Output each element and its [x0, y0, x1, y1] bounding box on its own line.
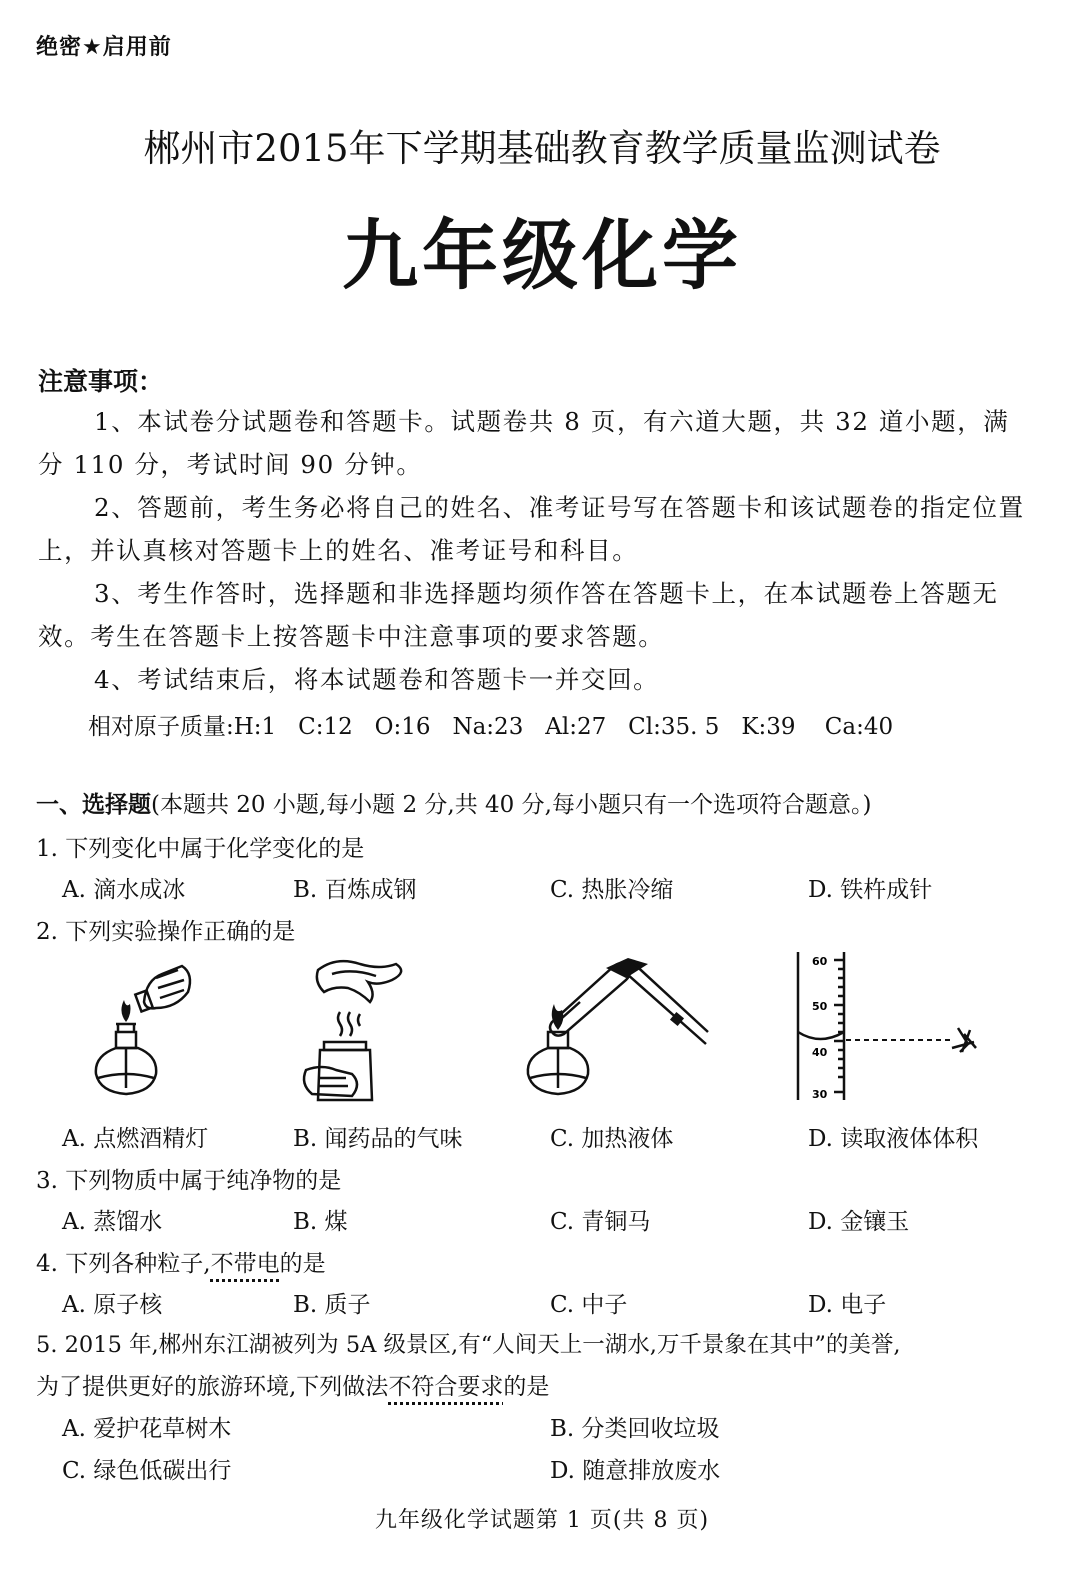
- figure-heating-liquid: [522, 952, 712, 1104]
- q1-option-d: D. 铁杵成针: [808, 877, 933, 903]
- question-4-stem: [36, 1245, 326, 1278]
- exam-title: 郴州市2015年下学期基础教育教学质量监测试卷: [143, 127, 941, 170]
- q5-option-a: A. 爱护花草树木: [62, 1416, 232, 1442]
- q3-option-a: A. 蒸馏水: [62, 1209, 163, 1235]
- q5-option-d: D. 随意排放废水: [550, 1458, 721, 1484]
- cylinder-tick-50: 50: [812, 1000, 828, 1013]
- figure-smelling-chemical: [296, 952, 416, 1104]
- page-footer: 九年级化学试题第 1 页(共 8 页): [374, 1508, 710, 1533]
- q2-option-b: B. 闻药品的气味: [293, 1126, 463, 1152]
- q4-option-a: A. 原子核: [62, 1292, 163, 1318]
- note-item-3: 3、考生作答时，选择题和非选择题均须作答在答题卡上，在本试题卷上答题无效。考生在答题卡上按答题卡中注意事项的要求答题。: [38, 579, 999, 651]
- q1-option-c: C. 热胀冷缩: [550, 877, 674, 903]
- notes-heading: 注意事项：: [38, 367, 164, 396]
- q2-option-c: C. 加热液体: [550, 1126, 674, 1152]
- cylinder-tick-60: 60: [812, 955, 828, 968]
- q1-option-b: B. 百炼成钢: [293, 877, 417, 903]
- section-heading: [36, 786, 871, 819]
- section-description: (本题共 20 小题,每小题 2 分,共 40 分,每小题只有一个选项符合题意。): [151, 792, 872, 818]
- question-5-stem-line1: 5. 2015 年,郴州东江湖被列为 5A 级景区,有“人间天上一湖水,万千景象在其中”的美誉,: [36, 1332, 901, 1358]
- q5-option-b: B. 分类回收垃圾: [550, 1416, 720, 1442]
- cylinder-tick-40: 40: [812, 1046, 828, 1059]
- q5-stem-pre: 为了提供更好的旅游环境,下列做法: [36, 1374, 389, 1400]
- q2-option-d: D. 读取液体体积: [808, 1126, 979, 1152]
- q5-option-c: C. 绿色低碳出行: [62, 1458, 232, 1484]
- q4-option-d: D. 电子: [808, 1292, 887, 1318]
- note-item-2: 2、答题前，考生务必将自己的姓名、准考证号写在答题卡和该试题卷的指定位置上，并认真核对答题卡上的姓名、准考证号和科目。: [38, 493, 1025, 565]
- note-item-1: 1、本试卷分试题卷和答题卡。试题卷共 8 页，有六道大题，共 32 道小题，满分 110 分，考试时间 90 分钟。: [38, 407, 1010, 479]
- question-3-stem: 3. 下列物质中属于纯净物的是: [36, 1168, 342, 1194]
- q4-stem-pre: 4. 下列各种粒子,: [36, 1251, 211, 1277]
- q3-option-b: B. 煤: [293, 1209, 348, 1235]
- subject-title: 九年级化学: [342, 211, 742, 300]
- q2-option-a: A. 点燃酒精灯: [62, 1126, 209, 1152]
- q4-stem-post: 的是: [279, 1251, 326, 1277]
- question-5-stem-line2: [36, 1368, 549, 1401]
- note-item-4: 4、考试结束后，将本试题卷和答题卡一并交回。: [94, 665, 660, 694]
- figure-alcohol-lamp-lighting: [86, 952, 206, 1104]
- question-2-stem: 2. 下列实验操作正确的是: [36, 919, 296, 945]
- q4-option-b: B. 质子: [293, 1292, 371, 1318]
- q5-stem-post: 的是: [503, 1374, 550, 1400]
- atomic-masses: 相对原子质量:H:1 C:12 O:16 Na:23 Al:27 Cl:35. 5 K:39 Ca:40: [88, 714, 894, 740]
- q5-stem-emphasis: 不符合要求: [388, 1374, 504, 1400]
- q4-stem-emphasis: 不带电: [210, 1251, 280, 1277]
- q3-option-c: C. 青铜马: [550, 1209, 651, 1235]
- q4-option-c: C. 中子: [550, 1292, 628, 1318]
- question-1-stem: 1. 下列变化中属于化学变化的是: [36, 836, 365, 862]
- section-title: 一、选择题: [36, 792, 151, 818]
- q1-option-a: A. 滴水成冰: [62, 877, 186, 903]
- figure-graduated-cylinder: [790, 952, 990, 1104]
- cylinder-tick-30: 30: [812, 1088, 828, 1101]
- confidential-label: 绝密★启用前: [36, 35, 172, 60]
- q3-option-d: D. 金镶玉: [808, 1209, 910, 1235]
